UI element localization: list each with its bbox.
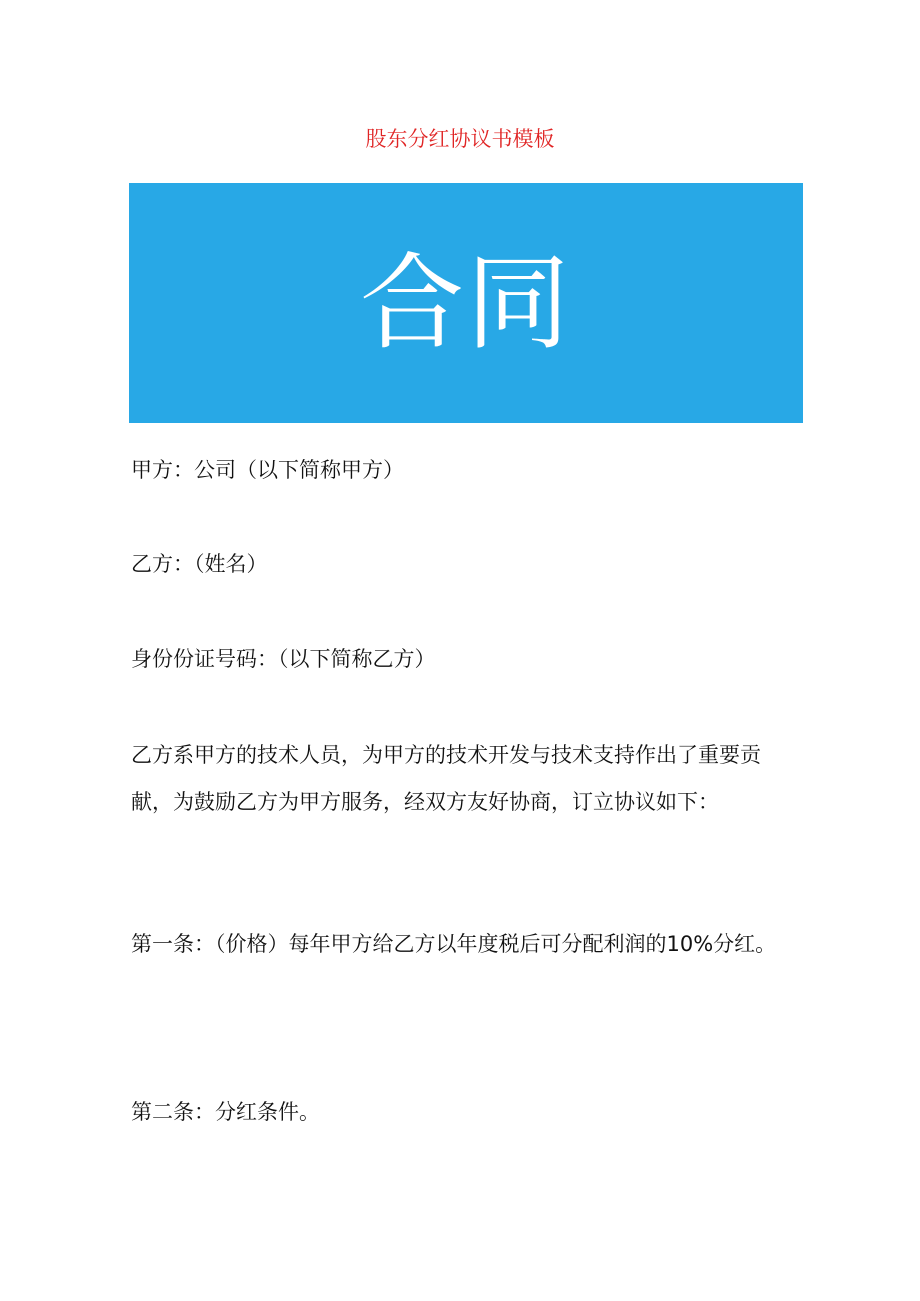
contract-banner — [129, 183, 803, 423]
party-a-line: 甲方：公司（以下简称甲方） — [131, 458, 404, 482]
id-number-line: 身份份证号码：（以下简称乙方） — [131, 647, 436, 671]
article-one: 第一条：（价格）每年甲方给乙方以年度税后可分配利润的10%分红。 — [131, 932, 777, 956]
banner-text: 合同 — [359, 242, 572, 364]
party-b-line: 乙方：（姓名） — [131, 552, 268, 576]
document-title: 股东分红协议书模板 — [365, 127, 555, 151]
preamble-paragraph: 乙方系甲方的技术人员，为甲方的技术开发与技术支持作出了重要贡献，为鼓励乙方为甲方服务，经双方友好协商，订立协议如下： — [131, 743, 761, 814]
article-two: 第二条：分红条件。 — [131, 1100, 320, 1124]
